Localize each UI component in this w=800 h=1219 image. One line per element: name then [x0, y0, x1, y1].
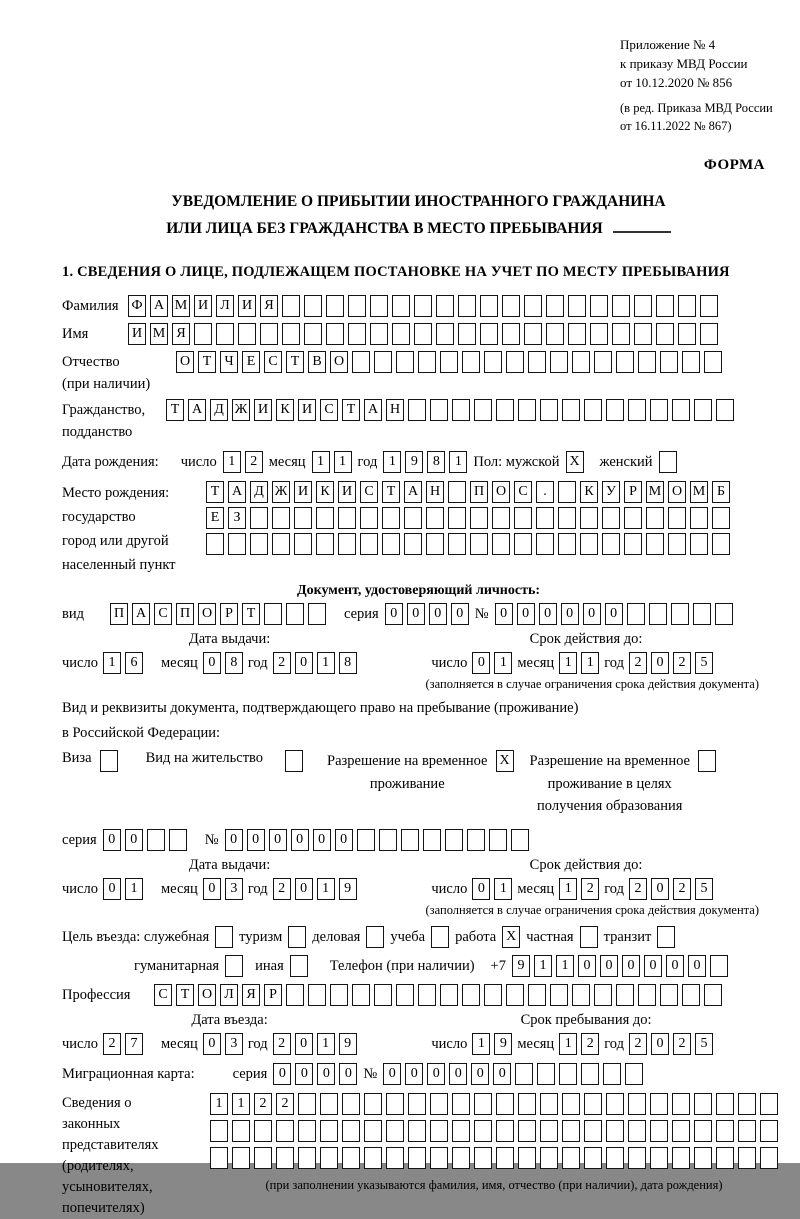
year-label: год: [357, 453, 378, 470]
purpose-study-checkbox[interactable]: [431, 926, 449, 948]
birthplace-label: Место рождения: государство город или другой населенный пункт: [62, 485, 176, 574]
mig-number-cells[interactable]: 0 0 0 0 0 0: [383, 1063, 643, 1085]
purpose-other-label: иная: [255, 957, 284, 974]
entry-date-label: Дата въезда:: [191, 1012, 268, 1029]
entry-day-cells[interactable]: 2 7: [103, 1033, 143, 1055]
permit-valid-date: число 0 1 месяц 1 2 год 2 0 2 5: [431, 878, 713, 900]
entry-year-cells[interactable]: 2 0 1 9: [273, 1033, 357, 1055]
reference-line: от 16.11.2022 № 867): [620, 118, 732, 133]
residence-permit-option: [146, 750, 303, 772]
entry-dates-header: [62, 1012, 775, 1029]
purpose-work-checkbox[interactable]: X: [502, 926, 520, 948]
doc-type-cells[interactable]: П А С П О Р Т: [110, 603, 326, 625]
purpose-row2: [62, 955, 775, 977]
permit-valid-until-label: Срок действия до:: [529, 857, 643, 874]
birth-month-cells[interactable]: 1 1: [312, 451, 352, 473]
permit-dates-header: [62, 857, 775, 874]
doc-issue-date-label: Дата выдачи:: [188, 631, 271, 648]
legal-reps-cells-row1[interactable]: 1 1 2 2: [210, 1093, 778, 1115]
permit-valid-note: (заполняется в случае ограничения срока действия документа): [425, 903, 759, 918]
citizenship-cells[interactable]: Т А Д Ж И К И С Т А Н: [166, 399, 734, 421]
permit-series-row: [62, 829, 775, 851]
doc-dates-header: [62, 631, 775, 648]
stay-until-date: число 1 9 месяц 1 2 год 2 0 2 5: [431, 1033, 713, 1055]
visa-option: [62, 750, 118, 772]
permit-issue-date-label: Дата выдачи:: [188, 857, 271, 874]
forma-label: ФОРМА: [703, 156, 765, 173]
sex-female-checkbox[interactable]: [659, 451, 677, 473]
entry-dates-row: [62, 1033, 775, 1055]
identity-doc-heading: Документ, удостоверяющий личность:: [296, 583, 541, 599]
patronymic-cells[interactable]: О Т Ч Е С Т В О: [176, 351, 722, 373]
permit-dates-row: [62, 878, 775, 900]
sex-female-label: женский: [599, 453, 653, 470]
doc-valid-date: число 0 1 месяц 1 1 год 2 0 2 5: [431, 652, 713, 674]
temp-residence-edu-checkbox[interactable]: [698, 750, 716, 772]
legal-reps-note: (при заполнении указываются фамилия, имя, отчество (при наличии), дата рождения): [265, 1178, 723, 1193]
order-edit-reference: [620, 99, 775, 135]
doc-type-label: вид: [62, 605, 84, 622]
phone-label: Телефон (при наличии): [329, 957, 475, 974]
profession-row: [62, 984, 775, 1006]
profession-label: Профессия: [62, 986, 131, 1003]
birthplace-cells-row2[interactable]: Е З: [206, 507, 730, 529]
name-row: [62, 323, 775, 345]
doc-issue-year-cells[interactable]: 2 0 1 8: [273, 652, 357, 674]
stay-doc-text2: в Российской Федерации:: [62, 725, 221, 742]
permit-number-label: №: [204, 831, 219, 848]
reference-line: (в ред. Приказа МВД России: [620, 100, 773, 115]
phone-prefix: +7: [490, 957, 506, 974]
purpose-private-checkbox[interactable]: [580, 926, 598, 948]
doc-valid-year-cells[interactable]: 2 0 2 5: [629, 652, 713, 674]
doc-series-cells[interactable]: 0 0 0 0: [385, 603, 469, 625]
name-cells[interactable]: И М Я: [128, 323, 718, 345]
reference-line: к приказу МВД России: [620, 55, 748, 71]
birthplace-cells-row1[interactable]: Т А Д Ж И К И С Т А Н П О С . К У Р М О М Б: [206, 481, 730, 503]
stay-until-label: Срок пребывания до:: [520, 1012, 652, 1029]
permit-issue-month-cells[interactable]: 0 3: [203, 878, 243, 900]
permit-issue-year-cells[interactable]: 2 0 1 9: [273, 878, 357, 900]
permit-valid-month-cells[interactable]: 1 2: [559, 878, 599, 900]
migration-card-label: Миграционная карта:: [62, 1065, 195, 1082]
birth-year-cells[interactable]: 1 9 8 1: [383, 451, 467, 473]
patronymic-label: Отчество (при наличии): [62, 354, 151, 393]
birthplace-cells-row3[interactable]: [206, 533, 730, 555]
doc-dates-row: [62, 652, 775, 674]
doc-valid-day-cells[interactable]: 0 1: [472, 652, 512, 674]
citizenship-label: Гражданство, подданство: [62, 402, 146, 441]
purpose-tourism-label: туризм: [239, 928, 283, 945]
legal-reps-cells-row3[interactable]: [210, 1147, 778, 1169]
purpose-row: [62, 926, 775, 948]
surname-label: Фамилия: [62, 297, 119, 314]
temp-residence-edu-option: [530, 750, 716, 817]
month-label: месяц: [268, 453, 306, 470]
permit-issue-day-cells[interactable]: 0 1: [103, 878, 143, 900]
stay-month-cells[interactable]: 1 2: [559, 1033, 599, 1055]
migration-card-row: [62, 1063, 775, 1085]
purpose-other-checkbox[interactable]: [290, 955, 308, 977]
purpose-work-label: работа: [455, 928, 497, 945]
patronymic-row: [62, 351, 775, 395]
temp-residence-label: Разрешение на временное проживание: [327, 753, 488, 792]
phone-cells[interactable]: 9 1 1 0 0 0 0 0 0: [512, 955, 728, 977]
title-blank-line: [613, 230, 671, 233]
surname-row: [62, 295, 775, 317]
purpose-humanitarian-checkbox[interactable]: [225, 955, 243, 977]
purpose-business-label: деловая: [312, 928, 361, 945]
legal-reps-label: Сведения о законных представителях (родителях, усыновителях, попечителях): [62, 1095, 159, 1217]
surname-cells[interactable]: Ф А М И Л И Я: [128, 295, 718, 317]
temp-residence-option: [327, 750, 513, 795]
purpose-official-checkbox[interactable]: [215, 926, 233, 948]
residence-permit-label: Вид на жительство: [145, 750, 264, 767]
doc-issue-date: число 1 6 месяц 0 8 год 2 0 1 8: [62, 652, 357, 674]
doc-number-cells[interactable]: 0 0 0 0 0 0: [495, 603, 733, 625]
doc-type-row: [62, 603, 775, 625]
sex-male-checkbox[interactable]: X: [566, 451, 584, 473]
permit-issue-date: число 0 1 месяц 0 3 год 2 0 1 9: [62, 878, 357, 900]
doc-series-label: серия: [344, 605, 379, 622]
mig-series-label: серия: [232, 1065, 268, 1082]
legal-reps-block: [62, 1093, 775, 1219]
order-reference: [620, 36, 775, 93]
doc-valid-note: (заполняется в случае ограничения срока действия документа): [425, 677, 759, 692]
doc-number-label: №: [474, 605, 489, 622]
form-title-line2: ИЛИ ЛИЦА БЕЗ ГРАЖДАНСТВА В МЕСТО ПРЕБЫВАНИЯ: [62, 215, 775, 242]
reference-line: Приложение № 4: [620, 37, 716, 52]
stay-doc-text1: Вид и реквизиты документа, подтверждающего право на пребывание (проживание): [62, 700, 579, 717]
birth-day-cells[interactable]: 1 2: [223, 451, 263, 473]
profession-cells[interactable]: С Т О Л Я Р: [154, 984, 722, 1006]
purpose-private-label: частная: [526, 928, 574, 945]
temp-residence-edu-label: Разрешение на временное проживание в целях получения образования: [529, 753, 690, 814]
sex-male-label: Пол: мужской: [473, 453, 560, 470]
temp-residence-checkbox[interactable]: X: [496, 750, 514, 772]
section1-heading: 1. СВЕДЕНИЯ О ЛИЦЕ, ПОДЛЕЖАЩЕМ ПОСТАНОВКЕ НА УЧЕТ ПО МЕСТУ ПРЕБЫВАНИЯ: [62, 264, 730, 281]
birthplace-block: [62, 481, 775, 577]
form-title-line1: УВЕДОМЛЕНИЕ О ПРИБЫТИИ ИНОСТРАННОГО ГРАЖДАНИНА: [171, 192, 666, 210]
doc-valid-month-cells[interactable]: 1 1: [559, 652, 599, 674]
stay-day-cells[interactable]: 1 9: [472, 1033, 512, 1055]
purpose-tourism-checkbox[interactable]: [288, 926, 306, 948]
doc-valid-until-label: Срок действия до:: [529, 631, 643, 648]
permit-series-label: серия: [62, 831, 97, 848]
permit-number-cells[interactable]: 0 0 0 0 0 0: [225, 829, 529, 851]
name-label: Имя: [62, 325, 89, 342]
day-label: число: [180, 453, 217, 470]
entry-month-cells[interactable]: 0 3: [203, 1033, 243, 1055]
permit-valid-day-cells[interactable]: 0 1: [472, 878, 512, 900]
purpose-transit-label: транзит: [603, 928, 652, 945]
form-title: [62, 188, 775, 242]
permit-valid-year-cells[interactable]: 2 0 2 5: [629, 878, 713, 900]
mig-series-cells[interactable]: 0 0 0 0: [273, 1063, 357, 1085]
purpose-official-label: Цель въезда: служебная: [62, 928, 210, 945]
birth-date-label: Дата рождения:: [62, 453, 159, 470]
stay-year-cells[interactable]: 2 0 2 5: [629, 1033, 713, 1055]
residence-permit-checkbox[interactable]: [285, 750, 303, 772]
purpose-transit-checkbox[interactable]: [657, 926, 675, 948]
doc-issue-day-cells[interactable]: 1 6: [103, 652, 143, 674]
reference-line: от 10.12.2020 № 856: [620, 74, 733, 90]
stay-doc-options: [62, 750, 775, 817]
visa-label: Виза: [62, 750, 92, 767]
visa-checkbox[interactable]: [100, 750, 118, 772]
purpose-business-checkbox[interactable]: [366, 926, 384, 948]
entry-date: число 2 7 месяц 0 3 год 2 0 1 9: [62, 1033, 357, 1055]
citizenship-row: [62, 399, 775, 443]
permit-series-cells[interactable]: 0 0: [103, 829, 187, 851]
mig-number-label: №: [363, 1065, 378, 1082]
legal-reps-cells-row2[interactable]: [210, 1120, 778, 1142]
purpose-humanitarian-label: гуманитарная: [134, 957, 220, 974]
purpose-study-label: учеба: [390, 928, 426, 945]
birth-date-row: [62, 451, 775, 473]
doc-issue-month-cells[interactable]: 0 8: [203, 652, 243, 674]
